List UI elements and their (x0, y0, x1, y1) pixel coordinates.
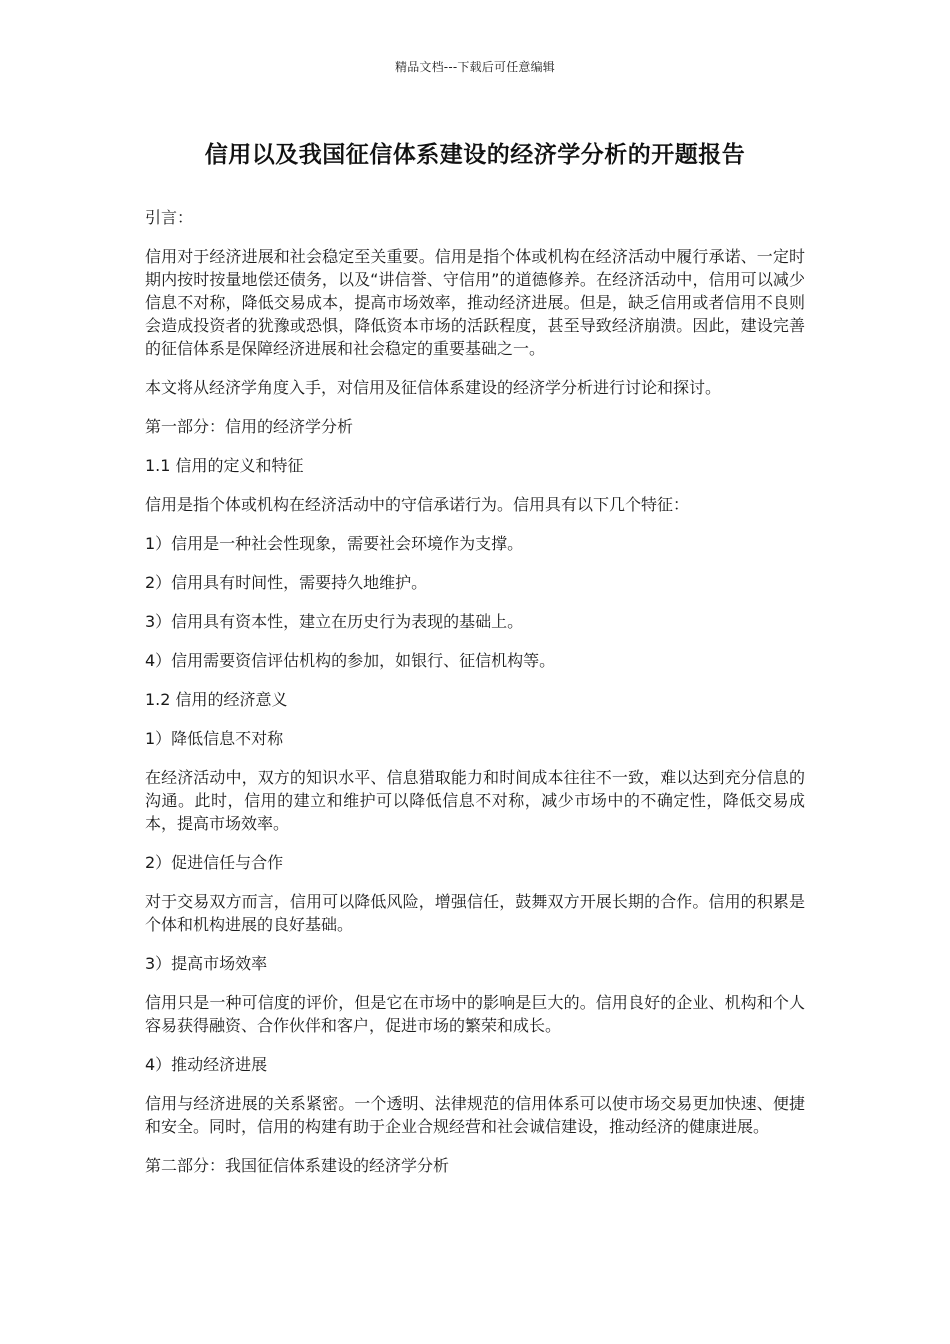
paragraph: 信用对于经济进展和社会稳定至关重要。信用是指个体或机构在经济活动中履行承诺、一定时期内按时按量地偿还债务，以及“讲信誉、守信用”的道德修养。在经济活动中，信用可以减少信息不对称，降低交易成本，提高市场效率，推动经济进展。但是，缺乏信用或者信用不良则会造成投资者的犹豫或恐惧，降低资本市场的活跃程度，甚至导致经济崩溃。因此，建设完善的征信体系是保障经济进展和社会稳定的重要基础之一。 (145, 247, 805, 358)
paragraph-intro-label: 引言： (145, 208, 194, 227)
subsection-heading: 1.1 信用的定义和特征 (145, 456, 304, 475)
point-heading: 3）提高市场效率 (145, 954, 268, 973)
point-heading: 4）推动经济进展 (145, 1055, 268, 1074)
document-body (145, 206, 805, 1193)
point-heading: 1）降低信息不对称 (145, 729, 284, 748)
paragraph: 本文将从经济学角度入手，对信用及征信体系建设的经济学分析进行讨论和探讨。 (145, 378, 722, 397)
page-header-note: 精品文档---下载后可任意编辑 (395, 60, 555, 74)
paragraph: 信用是指个体或机构在经济活动中的守信承诺行为。信用具有以下几个特征： (145, 495, 690, 514)
section-heading: 第二部分：我国征信体系建设的经济学分析 (145, 1156, 450, 1175)
list-item: 4）信用需要资信评估机构的参加，如银行、征信机构等。 (145, 651, 556, 670)
paragraph: 信用只是一种可信度的评价，但是它在市场中的影响是巨大的。信用良好的企业、机构和个人容易获得融资、合作伙伴和客户，促进市场的繁荣和成长。 (145, 993, 805, 1035)
list-item: 1）信用是一种社会性现象，需要社会环境作为支撑。 (145, 534, 524, 553)
point-heading: 2）促进信任与合作 (145, 853, 284, 872)
list-item: 2）信用具有时间性，需要持久地维护。 (145, 573, 428, 592)
document-title: 信用以及我国征信体系建设的经济学分析的开题报告 (204, 142, 746, 168)
paragraph: 信用与经济进展的关系紧密。一个透明、法律规范的信用体系可以使市场交易更加快速、便捷和安全。同时，信用的构建有助于企业合规经营和社会诚信建设，推动经济的健康进展。 (145, 1094, 805, 1136)
section-heading: 第一部分：信用的经济学分析 (145, 417, 354, 436)
paragraph: 在经济活动中，双方的知识水平、信息猎取能力和时间成本往往不一致，难以达到充分信息的沟通。此时，信用的建立和维护可以降低信息不对称，减少市场中的不确定性，降低交易成本，提高市场效率。 (145, 768, 805, 833)
paragraph: 对于交易双方而言，信用可以降低风险，增强信任，鼓舞双方开展长期的合作。信用的积累是个体和机构进展的良好基础。 (145, 892, 805, 934)
subsection-heading: 1.2 信用的经济意义 (145, 690, 288, 709)
list-item: 3）信用具有资本性，建立在历史行为表现的基础上。 (145, 612, 524, 631)
